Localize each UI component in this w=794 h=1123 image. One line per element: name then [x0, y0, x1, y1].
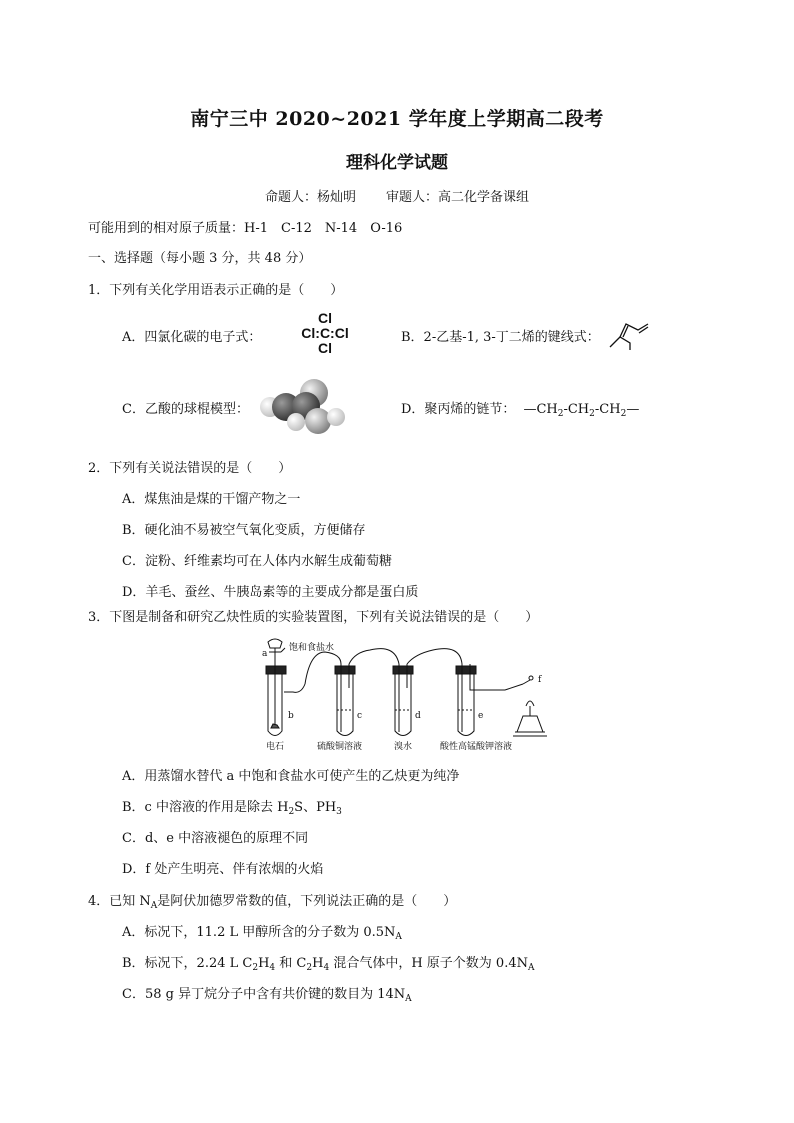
- label-funnel: 饱和食盐水: [289, 643, 335, 653]
- q4-b-sub2: 4: [269, 963, 276, 973]
- label-f: f: [538, 675, 542, 685]
- reviewer: 审题人：高二化学备课组: [386, 190, 530, 205]
- ccl4-mid: Cl:C:Cl: [301, 325, 349, 341]
- q4-stem-part1: 4．已知 N: [88, 894, 151, 909]
- q4-stem-sub: A: [150, 901, 158, 911]
- q4-b-part1: B．标况下，2.24 L C: [122, 956, 253, 971]
- pp-sub3: 2: [620, 409, 627, 419]
- label-d: d: [415, 711, 421, 721]
- exam-title: 南宁三中 2020~2021 学年度上学期高二段考: [190, 108, 604, 130]
- label-calcium-carbide: 电石: [266, 742, 285, 752]
- q2-option-c: C．淀粉、纤维素均可在人体内水解生成葡萄糖: [122, 554, 392, 569]
- section-heading: 一、选择题（每小题 3 分，共 48 分）: [88, 251, 312, 266]
- q4-option-b: [122, 952, 534, 973]
- acetylene-apparatus-diagram: [255, 636, 565, 754]
- label-kmno4: 酸性高锰酸钾溶液: [440, 742, 513, 752]
- q4-option-c: [122, 983, 412, 1004]
- q1-option-d: [401, 398, 639, 419]
- label-c: c: [357, 711, 363, 721]
- pp-part3: -CH: [594, 402, 621, 417]
- q4-option-a: [122, 921, 402, 942]
- q4-stem-part2: 是阿伏加德罗常数的值，下列说法正确的是（ ）: [157, 894, 457, 909]
- atomic-masses: 可能用到的相对原子质量：H-1 C-12 N-14 O-16: [88, 221, 403, 236]
- q3-stem: 3．下图是制备和研究乙炔性质的实验装置图，下列有关说法错误的是（ ）: [88, 610, 539, 625]
- q3-option-b: [122, 796, 342, 817]
- q3-option-c: C．d、e 中溶液褪色的原理不同: [122, 831, 309, 846]
- polypropylene-unit: [523, 402, 639, 417]
- q2-option-a: A．煤焦油是煤的干馏产物之一: [122, 492, 301, 507]
- q4-b-part5: 混合气体中，H 原子个数为 0.4N: [329, 956, 528, 971]
- q4-b-sub3: 2: [306, 963, 313, 973]
- q4-a-text: A．标况下，11.2 L 甲醇所含的分子数为 0.5N: [122, 925, 396, 940]
- q1-stem: 1．下列有关化学用语表示正确的是（ ）: [88, 283, 344, 298]
- q4-b-part4: H: [312, 956, 324, 971]
- q2-option-d: D．羊毛、蚕丝、牛胰岛素等的主要成分都是蛋白质: [122, 585, 419, 600]
- q1-option-a: A．四氯化碳的电子式：: [122, 330, 262, 345]
- pp-sub1: 2: [557, 409, 564, 419]
- ccl4-bottom: Cl: [318, 340, 332, 356]
- label-b: b: [288, 711, 294, 721]
- pp-part4: —: [626, 402, 640, 417]
- q4-c-text: C．58 g 异丁烷分子中含有共价键的数目为 14N: [122, 987, 406, 1002]
- q3-option-d: D．f 处产生明亮、伴有浓烟的火焰: [122, 862, 324, 877]
- exam-subtitle: 理科化学试题: [346, 153, 448, 173]
- label-cuso4: 硫酸铜溶液: [317, 742, 363, 752]
- q3-b-part1: B．c 中溶液的作用是除去 H: [122, 800, 289, 815]
- ethyl-butadiene-skeletal: [606, 316, 654, 350]
- ccl4-top: Cl: [318, 310, 332, 326]
- ccl4-electron-formula: [290, 311, 360, 356]
- q3-option-a: A．用蒸馏水替代 a 中饱和食盐水可使产生的乙炔更为纯净: [122, 769, 460, 784]
- q3-b-sub1: 2: [288, 807, 295, 817]
- acetic-acid-ball-model: [256, 376, 352, 438]
- pp-part2: -CH: [563, 402, 590, 417]
- funnel-bulb: [268, 639, 282, 648]
- q1-option-d-label: D．聚丙烯的链节：: [401, 402, 516, 417]
- q4-b-part3: 和 C: [275, 956, 307, 971]
- pp-part1: —CH: [523, 402, 558, 417]
- q4-b-part2: H: [258, 956, 270, 971]
- q4-a-sub: A: [395, 932, 402, 942]
- q4-b-sub1: 2: [252, 963, 259, 973]
- exam-authors: [0, 186, 794, 205]
- q4-b-sub4: 4: [323, 963, 330, 973]
- q1-option-b: B．2-乙基-1, 3-丁二烯的键线式：: [401, 330, 600, 345]
- pp-sub2: 2: [589, 409, 595, 419]
- q1-option-c: C．乙酸的球棍模型：: [122, 402, 249, 417]
- q4-c-sub: A: [405, 994, 412, 1004]
- q3-b-sub2: 3: [336, 807, 342, 817]
- q2-stem: 2．下列有关说法错误的是（ ）: [88, 461, 292, 476]
- label-e: e: [478, 711, 484, 721]
- q2-option-b: B．硬化油不易被空气氧化变质，方便储存: [122, 523, 366, 538]
- q3-b-part2: S、PH: [294, 800, 337, 815]
- label-bromine: 溴水: [394, 742, 413, 752]
- label-a: a: [262, 649, 268, 659]
- q4-b-sub5: A: [527, 963, 535, 973]
- q4-stem: [88, 890, 456, 911]
- author: 命题人：杨灿明: [264, 190, 356, 205]
